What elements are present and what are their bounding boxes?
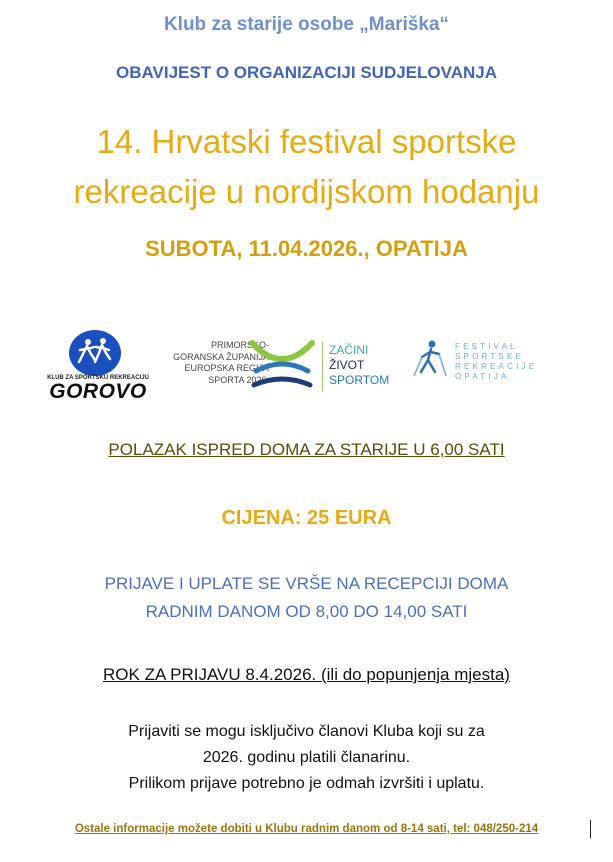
- pgz-line-2: GORANSKA ŽUPANIJA: [173, 351, 269, 362]
- zacini-line-1: ZAČINI: [329, 343, 369, 357]
- gorovo-subtitle: KLUB ZA SPORTSKU REKREACIJU: [47, 375, 149, 381]
- zacini-divider: [322, 342, 323, 392]
- info-line-3: Prilikom prijave potrebno je odmah izvršiti i uplatu.: [128, 775, 485, 792]
- notice-heading: OBAVIJEST O ORGANIZACIJI SUDJELOVANJA: [116, 63, 497, 82]
- zacini-wordmark: [329, 343, 389, 388]
- pgz-line-4: SPORTA 2026.: [208, 374, 269, 385]
- event-date-place: SUBOTA, 11.04.2026., OPATIJA: [145, 236, 468, 261]
- festival-wordmark: [455, 342, 537, 382]
- registration-deadline: ROK ZA PRIJAVU 8.4.2026. (ili do popunjenja mjesta): [103, 665, 510, 684]
- registration-line-2: RADNIM DANOM OD 8,00 DO 14,00 SATI: [145, 602, 468, 621]
- zacini-line-3: SPORTOM: [329, 373, 390, 387]
- festival-line-1: FESTIVAL: [455, 342, 518, 351]
- festival-line-2: SPORTSKE: [455, 352, 525, 361]
- departure-info: POLAZAK ISPRED DOMA ZA STARIJE U 6,00 SATI: [108, 440, 505, 459]
- gorovo-logo: [44, 330, 152, 405]
- pgz-line-3: EUROPSKA REGIJA: [184, 363, 269, 373]
- pgz-line-1: PRIMORSKO-: [210, 340, 269, 350]
- nordic-walker-icon: [408, 338, 452, 387]
- info-line-2: 2026. godinu platili članarinu.: [202, 749, 411, 766]
- event-title-line-2: rekreacije u nordijskom hodanju: [73, 173, 540, 210]
- club-name: Klub za starije osobe „Mariška“: [163, 14, 450, 35]
- zacini-symbol-icon: [248, 335, 316, 402]
- sponsor-logos: [0, 330, 613, 405]
- contact-footer: Ostale informacije možete dobiti u Klubu radnim danom od 8-14 sati, tel: 048/250-214: [74, 823, 539, 835]
- festival-line-4: OPATIJA: [455, 372, 510, 381]
- registration-line-1: PRIJAVE I UPLATE SE VRŠE NA RECEPCIJI DOMA: [104, 574, 509, 593]
- runners-icon: [69, 330, 121, 376]
- festival-line-3: REKREACIJE: [455, 362, 538, 371]
- gorovo-wordmark: GOROVO: [49, 380, 147, 403]
- zacini-line-2: ŽIVOT: [329, 358, 365, 372]
- event-title-line-1: 14. Hrvatski festival sportske: [96, 123, 517, 160]
- info-line-1: Prijaviti se mogu isključivo članovi Kluba koji su za: [128, 723, 485, 740]
- price-info: CIJENA: 25 EURA: [221, 507, 392, 529]
- text-cursor: [590, 820, 591, 838]
